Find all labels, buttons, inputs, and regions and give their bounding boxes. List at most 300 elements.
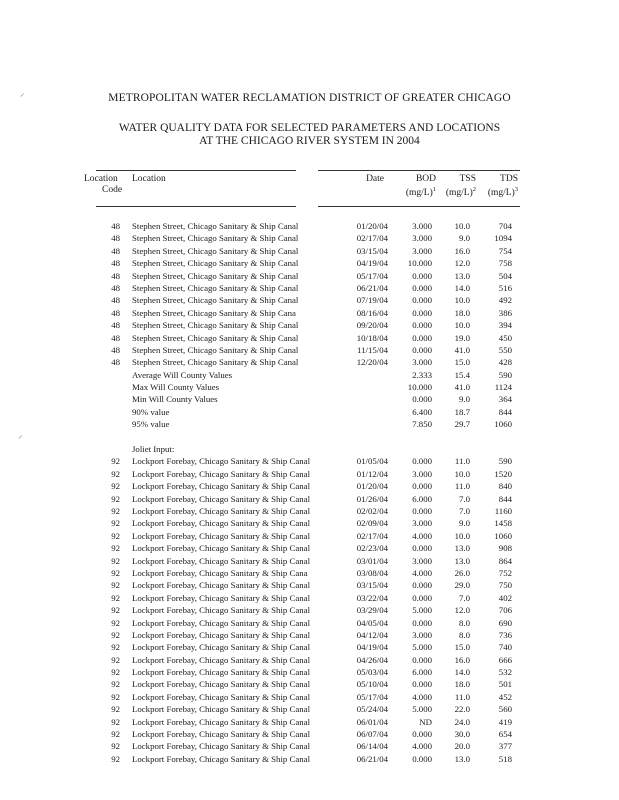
tds-value: 752 <box>498 567 512 578</box>
table-row <box>0 294 619 306</box>
location-name: Lockport Forebay, Chicago Sanitary & Ship Canal <box>132 580 311 591</box>
bod-value: 10.000 <box>407 382 432 393</box>
table-row <box>0 703 619 715</box>
tds-value: 518 <box>498 753 512 764</box>
location-code: 92 <box>111 505 120 516</box>
tds-value: 394 <box>498 320 512 331</box>
table-row <box>0 344 619 356</box>
tss-value: 16.0 <box>454 245 470 256</box>
location-code: 48 <box>111 245 120 256</box>
location-code: 92 <box>111 605 120 616</box>
sample-date: 01/12/04 <box>356 468 388 479</box>
tss-value: 10.0 <box>454 295 470 306</box>
location-code: 48 <box>111 332 120 343</box>
sample-date: 05/03/04 <box>356 667 388 678</box>
location-name: Lockport Forebay, Chicago Sanitary & Ship Canal <box>132 605 311 616</box>
location-name: Lockport Forebay, Chicago Sanitary & Ship Canal <box>132 555 311 566</box>
location-code: 92 <box>111 753 120 764</box>
footnote-2: 2 <box>472 185 476 193</box>
tds-value: 1060 <box>494 419 512 430</box>
header-rule-left-top <box>96 170 296 171</box>
tss-value: 29.0 <box>454 580 470 591</box>
location-name: Lockport Forebay, Chicago Sanitary & Ship Canal <box>132 679 311 690</box>
tss-value: 10.0 <box>454 468 470 479</box>
location-name: Lockport Forebay, Chicago Sanitary & Ship Canal <box>132 481 311 492</box>
location-name: Lockport Forebay, Chicago Sanitary & Ship Canal <box>132 505 311 516</box>
sample-date: 02/23/04 <box>356 543 388 554</box>
bod-value: 4.000 <box>412 741 432 752</box>
sample-date: 01/20/04 <box>356 221 388 231</box>
bod-value: 4.000 <box>412 530 432 541</box>
location-code: 92 <box>111 493 120 504</box>
tss-value: 13.0 <box>454 543 470 554</box>
tds-value: 516 <box>498 282 512 293</box>
location-code: 48 <box>111 357 120 368</box>
section-heading-label: Joliet Input: <box>132 444 175 455</box>
bod-value: 10.000 <box>407 258 432 269</box>
tss-value: 15.0 <box>454 357 470 368</box>
location-code: 92 <box>111 567 120 578</box>
location-name: Stephen Street, Chicago Sanitary & Ship Canal <box>132 245 299 256</box>
bod-value: 0.000 <box>412 394 432 405</box>
table-row <box>0 542 619 554</box>
location-name: Stephen Street, Chicago Sanitary & Ship Canal <box>132 258 299 269</box>
header-rule-right-bottom <box>318 206 520 207</box>
location-name: Lockport Forebay, Chicago Sanitary & Ship Canal <box>132 592 311 603</box>
header-tds: TDS $(mg/L)^3$ <box>487 174 518 198</box>
sample-date: 10/18/04 <box>356 332 388 343</box>
tss-value: 24.0 <box>454 716 470 727</box>
summary-label: Average Will County Values <box>132 369 233 380</box>
sample-date: 06/07/04 <box>356 729 388 740</box>
table-row <box>0 480 619 492</box>
bod-value: 0.000 <box>412 307 432 318</box>
bod-value: 3.000 <box>412 245 432 256</box>
sample-date: 02/17/04 <box>356 530 388 541</box>
location-code: 92 <box>111 592 120 603</box>
bod-value: 0.000 <box>412 654 432 665</box>
summary-label: Min Will County Values <box>132 394 218 405</box>
tds-value: 704 <box>498 221 512 231</box>
tss-value: 9.0 <box>459 394 470 405</box>
location-code: 48 <box>111 282 120 293</box>
report-subtitle: AT THE CHICAGO RIVER SYSTEM IN 2004 <box>199 135 420 147</box>
bod-value: 0.000 <box>412 753 432 764</box>
sample-date: 04/19/04 <box>356 642 388 653</box>
sample-date: 06/21/04 <box>356 282 388 293</box>
summary-row <box>0 418 619 430</box>
location-code: 92 <box>111 530 120 541</box>
location-code: 92 <box>111 555 120 566</box>
tds-value: 419 <box>498 716 512 727</box>
tds-value: 908 <box>498 543 512 554</box>
location-name: Lockport Forebay, Chicago Sanitary & Ship Canal <box>132 642 311 653</box>
tds-value: 844 <box>498 493 512 504</box>
tss-value: 13.0 <box>454 753 470 764</box>
tds-value: 492 <box>498 295 512 306</box>
table-row <box>0 319 619 331</box>
tss-value: 11.0 <box>454 691 470 702</box>
bod-value: 0.000 <box>412 505 432 516</box>
location-code: 92 <box>111 654 120 665</box>
location-code: 92 <box>111 729 120 740</box>
tss-value: 20.0 <box>454 741 470 752</box>
table-row <box>0 270 619 282</box>
bod-value: 0.000 <box>412 481 432 492</box>
table-row <box>0 505 619 517</box>
bod-value: 6.400 <box>412 406 432 417</box>
location-name: Lockport Forebay, Chicago Sanitary & Ship Canal <box>132 716 311 727</box>
sample-date: 05/10/04 <box>356 679 388 690</box>
summary-label: 90% value <box>132 406 170 417</box>
summary-row <box>0 369 619 381</box>
bod-value: 5.000 <box>412 605 432 616</box>
tss-value: 41.0 <box>454 382 470 393</box>
bod-value: 0.000 <box>412 592 432 603</box>
sample-date: 11/15/04 <box>357 344 388 355</box>
table-row <box>0 617 619 629</box>
header-bod: BOD $(mg/L)^1$ <box>405 174 436 198</box>
bod-value: 3.000 <box>412 629 432 640</box>
summary-label: Max Will County Values <box>132 382 220 393</box>
tds-value: 740 <box>498 642 512 653</box>
tss-value: 29.7 <box>454 419 470 430</box>
location-name: Lockport Forebay, Chicago Sanitary & Ship Canal <box>132 456 311 467</box>
tds-value: 844 <box>498 406 512 417</box>
tss-value: 11.0 <box>454 481 470 492</box>
tds-value: 690 <box>498 617 512 628</box>
bod-value: ND <box>419 716 432 727</box>
bod-value: 3.000 <box>412 357 432 368</box>
bod-value: 0.000 <box>412 282 432 293</box>
location-code: 92 <box>111 543 120 554</box>
tds-value: 654 <box>498 729 512 740</box>
location-code: 92 <box>111 667 120 678</box>
table-row <box>0 555 619 567</box>
location-code: 92 <box>111 679 120 690</box>
tds-value: 1124 <box>494 382 512 393</box>
table-row <box>0 332 619 344</box>
summary-row <box>0 406 619 418</box>
tds-value: 590 <box>498 369 512 380</box>
sample-date: 09/20/04 <box>356 320 388 331</box>
sample-date: 01/20/04 <box>356 481 388 492</box>
location-name: Stephen Street, Chicago Sanitary & Ship Canal <box>132 320 299 331</box>
sample-date: 06/01/04 <box>356 716 388 727</box>
sample-date: 03/22/04 <box>356 592 388 603</box>
bod-value: 3.000 <box>412 555 432 566</box>
sample-date: 04/26/04 <box>356 654 388 665</box>
bod-value: 0.000 <box>412 332 432 343</box>
bod-value: 3.000 <box>412 221 432 231</box>
table-row <box>0 753 619 765</box>
location-name: Lockport Forebay, Chicago Sanitary & Ship Canal <box>132 617 311 628</box>
location-name: Lockport Forebay, Chicago Sanitary & Ship Canal <box>132 493 311 504</box>
data-table-body <box>0 220 619 765</box>
tds-value: 864 <box>498 555 512 566</box>
header-rule-right-top <box>318 170 520 171</box>
header-location-code: Location Code <box>84 174 123 195</box>
tss-value: 16.0 <box>454 654 470 665</box>
location-name: Stephen Street, Chicago Sanitary & Ship Canal <box>132 344 299 355</box>
table-row <box>0 728 619 740</box>
location-name: Stephen Street, Chicago Sanitary & Ship Canal <box>132 233 299 244</box>
tss-value: 22.0 <box>454 704 470 715</box>
sample-date: 03/29/04 <box>356 605 388 616</box>
sample-date: 12/20/04 <box>356 357 388 368</box>
tss-value: 14.0 <box>454 667 470 678</box>
blank-row <box>0 431 619 443</box>
tds-value: 758 <box>498 258 512 269</box>
location-name: Lockport Forebay, Chicago Sanitary & Ship Canal <box>132 468 311 479</box>
document-title: METROPOLITAN WATER RECLAMATION DISTRICT OF GREATER CHICAGO <box>108 92 511 104</box>
tss-value: 26.0 <box>454 567 470 578</box>
tds-value: 504 <box>498 270 512 281</box>
location-code: 48 <box>111 270 120 281</box>
tss-value: 41.0 <box>454 344 470 355</box>
tds-value: 754 <box>498 245 512 256</box>
table-row <box>0 579 619 591</box>
tds-value: 386 <box>498 307 512 318</box>
tds-value: 560 <box>498 704 512 715</box>
summary-row <box>0 393 619 405</box>
table-row <box>0 245 619 257</box>
sample-date: 03/15/04 <box>356 245 388 256</box>
table-row <box>0 517 619 529</box>
tss-value: 13.0 <box>454 555 470 566</box>
tss-value: 18.7 <box>454 406 470 417</box>
header-rule-left-bottom <box>96 206 296 207</box>
table-row <box>0 232 619 244</box>
tds-value: 750 <box>498 580 512 591</box>
bod-value: 3.000 <box>412 468 432 479</box>
location-code: 92 <box>111 691 120 702</box>
location-code: 92 <box>111 741 120 752</box>
sample-date: 01/05/04 <box>356 456 388 467</box>
location-name: Lockport Forebay, Chicago Sanitary & Ship Canal <box>132 753 311 764</box>
sample-date: 06/14/04 <box>356 741 388 752</box>
bod-value: 0.000 <box>412 729 432 740</box>
header-tss: TSS $(mg/L)^2$ <box>445 174 476 198</box>
tss-value: 7.0 <box>459 505 470 516</box>
location-code: 48 <box>111 344 120 355</box>
sample-date: 02/17/04 <box>356 233 388 244</box>
location-name: Lockport Forebay, Chicago Sanitary & Ship Canal <box>132 543 311 554</box>
location-name: Stephen Street, Chicago Sanitary & Ship Canal <box>132 357 299 368</box>
sample-date: 08/16/04 <box>356 307 388 318</box>
sample-date: 01/26/04 <box>356 493 388 504</box>
bod-value: 3.000 <box>412 518 432 529</box>
tds-value: 1520 <box>494 468 512 479</box>
sample-date: 05/17/04 <box>356 270 388 281</box>
table-row <box>0 220 619 232</box>
location-code: 92 <box>111 518 120 529</box>
table-row <box>0 468 619 480</box>
location-name: Stephen Street, Chicago Sanitary & Ship Canal <box>132 270 299 281</box>
tss-value: 19.0 <box>454 332 470 343</box>
tds-value: 706 <box>498 605 512 616</box>
bod-value: 0.000 <box>412 320 432 331</box>
bod-value: 0.000 <box>412 543 432 554</box>
sample-date: 04/12/04 <box>356 629 388 640</box>
table-row <box>0 455 619 467</box>
location-name: Lockport Forebay, Chicago Sanitary & Ship Canal <box>132 518 311 529</box>
table-row <box>0 678 619 690</box>
location-name: Stephen Street, Chicago Sanitary & Ship Canal <box>132 332 299 343</box>
tss-value: 30.0 <box>454 729 470 740</box>
table-row <box>0 629 619 641</box>
tss-value: 7.0 <box>459 493 470 504</box>
tds-value: 550 <box>498 344 512 355</box>
tds-value: 450 <box>498 332 512 343</box>
table-row <box>0 567 619 579</box>
sample-date: 02/09/04 <box>356 518 388 529</box>
location-code: 48 <box>111 307 120 318</box>
bod-value: 6.000 <box>412 493 432 504</box>
tss-value: 14.0 <box>454 282 470 293</box>
header-date: Date <box>366 174 384 184</box>
location-code: 48 <box>111 258 120 269</box>
table-row <box>0 493 619 505</box>
bod-value: 0.000 <box>412 679 432 690</box>
tds-value: 736 <box>498 629 512 640</box>
sample-date: 03/15/04 <box>356 580 388 591</box>
table-row <box>0 356 619 368</box>
tds-value: 364 <box>498 394 512 405</box>
location-code: 92 <box>111 704 120 715</box>
location-name: Lockport Forebay, Chicago Sanitary & Ship Canal <box>132 691 311 702</box>
sample-date: 02/02/04 <box>356 505 388 516</box>
table-row <box>0 282 619 294</box>
scan-mark-top: ⸝ <box>20 88 25 98</box>
tss-value: 8.0 <box>459 629 470 640</box>
bod-value: 0.000 <box>412 344 432 355</box>
tds-value: 1160 <box>494 505 512 516</box>
table-row <box>0 604 619 616</box>
bod-value: 3.000 <box>412 233 432 244</box>
bod-value: 7.850 <box>412 419 432 430</box>
summary-row <box>0 381 619 393</box>
bod-value: 5.000 <box>412 642 432 653</box>
table-row <box>0 740 619 752</box>
tss-value: 8.0 <box>459 617 470 628</box>
tss-value: 10.0 <box>454 221 470 231</box>
table-row <box>0 641 619 653</box>
tds-value: 501 <box>498 679 512 690</box>
tss-value: 11.0 <box>454 456 470 467</box>
sample-date: 05/17/04 <box>356 691 388 702</box>
tss-value: 15.4 <box>454 369 470 380</box>
tss-value: 12.0 <box>454 258 470 269</box>
location-name: Stephen Street, Chicago Sanitary & Ship Canal <box>132 282 299 293</box>
bod-value: 0.000 <box>412 580 432 591</box>
tds-value: 666 <box>498 654 512 665</box>
table-row <box>0 307 619 319</box>
footnote-1: 1 <box>432 185 436 193</box>
location-code: 92 <box>111 617 120 628</box>
tss-value: 18.0 <box>454 679 470 690</box>
location-code: 92 <box>111 629 120 640</box>
location-name: Lockport Forebay, Chicago Sanitary & Ship Canal <box>132 654 311 665</box>
sample-date: 03/01/04 <box>356 555 388 566</box>
scan-mark-middle: ⸝ <box>18 430 23 440</box>
bod-value: 0.000 <box>412 456 432 467</box>
location-code: 92 <box>111 580 120 591</box>
tds-value: 1458 <box>494 518 512 529</box>
bod-value: 0.000 <box>412 270 432 281</box>
table-row <box>0 530 619 542</box>
table-row <box>0 654 619 666</box>
tds-value: 377 <box>498 741 512 752</box>
sample-date: 07/19/04 <box>356 295 388 306</box>
sample-date: 05/24/04 <box>356 704 388 715</box>
location-code: 92 <box>111 468 120 479</box>
bod-value: 0.000 <box>412 617 432 628</box>
location-name: Stephen Street, Chicago Sanitary & Ship Canal <box>132 221 299 231</box>
bod-value: 0.000 <box>412 295 432 306</box>
header-location: Location <box>132 174 166 184</box>
tss-value: 18.0 <box>454 307 470 318</box>
tss-value: 9.0 <box>459 233 470 244</box>
location-code: 92 <box>111 456 120 467</box>
bod-value: 4.000 <box>412 691 432 702</box>
location-code: 48 <box>111 295 120 306</box>
location-name: Lockport Forebay, Chicago Sanitary & Ship Canal <box>132 704 311 715</box>
location-code: 48 <box>111 320 120 331</box>
location-code: 92 <box>111 481 120 492</box>
tss-value: 15.0 <box>454 642 470 653</box>
location-name: Lockport Forebay, Chicago Sanitary & Ship Canal <box>132 667 311 678</box>
sample-date: 06/21/04 <box>356 753 388 764</box>
tds-value: 428 <box>498 357 512 368</box>
table-row <box>0 691 619 703</box>
table-row <box>0 592 619 604</box>
location-name: Lockport Forebay, Chicago Sanitary & Ship Canal <box>132 530 311 541</box>
tss-value: 7.0 <box>459 592 470 603</box>
location-code: 92 <box>111 642 120 653</box>
location-name: Lockport Forebay, Chicago Sanitary & Ship Canal <box>132 741 311 752</box>
location-name: Stephen Street, Chicago Sanitary & Ship Cana <box>132 307 296 318</box>
location-code: 92 <box>111 716 120 727</box>
location-code: 48 <box>111 221 120 231</box>
tss-value: 12.0 <box>454 605 470 616</box>
tds-value: 840 <box>498 481 512 492</box>
tss-value: 10.0 <box>454 320 470 331</box>
table-row <box>0 666 619 678</box>
table-row <box>0 716 619 728</box>
bod-value: 4.000 <box>412 567 432 578</box>
sample-date: 03/08/04 <box>356 567 388 578</box>
location-name: Stephen Street, Chicago Sanitary & Ship Canal <box>132 295 299 306</box>
tds-value: 452 <box>498 691 512 702</box>
report-title: WATER QUALITY DATA FOR SELECTED PARAMETERS AND LOCATIONS <box>118 122 501 134</box>
summary-label: 95% value <box>132 419 170 430</box>
bod-value: 6.000 <box>412 667 432 678</box>
tss-value: 9.0 <box>459 518 470 529</box>
tds-value: 532 <box>498 667 512 678</box>
tds-value: 590 <box>498 456 512 467</box>
bod-value: 5.000 <box>412 704 432 715</box>
footnote-3: 3 <box>514 185 518 193</box>
tss-value: 10.0 <box>454 530 470 541</box>
location-name: Lockport Forebay, Chicago Sanitary & Ship Canal <box>132 729 311 740</box>
table-row <box>0 257 619 269</box>
section-heading <box>0 443 619 455</box>
location-name: Lockport Forebay, Chicago Sanitary & Ship Cana <box>132 567 308 578</box>
tds-value: 1094 <box>494 233 512 244</box>
location-code: 48 <box>111 233 120 244</box>
bod-value: 2.333 <box>412 369 432 380</box>
